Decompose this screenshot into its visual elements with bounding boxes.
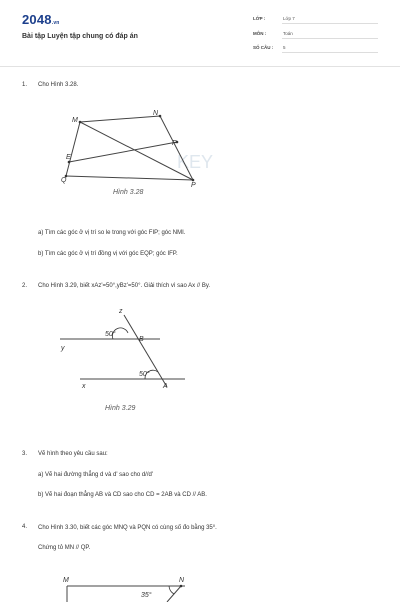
subject-underline	[282, 38, 378, 39]
question-4-text: Cho Hình 3.30, biết các góc MNQ và PQN có cùng số đo bằng 35⁰.	[38, 525, 217, 531]
question-1-text: Cho Hình 3.28.	[38, 82, 79, 88]
figure-3-28	[55, 108, 235, 198]
subject-value: Toán	[283, 31, 293, 36]
grade-underline	[282, 23, 378, 24]
question-3-text: Vẽ hình theo yêu cầu sau:	[38, 451, 108, 457]
point-m: M	[63, 577, 69, 584]
question-1-number: 1.	[22, 82, 28, 88]
question-2-number: 2.	[22, 283, 28, 289]
point-n: N	[179, 577, 185, 584]
label-y: y	[61, 345, 65, 352]
point-p: P	[191, 182, 196, 189]
question-1-part-b: b) Tìm các góc ở vị trí đồng vị với góc EQP; góc IFP.	[38, 251, 178, 257]
worksheet-header	[0, 0, 400, 67]
question-1-part-a: a) Tìm các góc ở vị trí so le trong với góc FIP; góc NMI.	[38, 230, 186, 236]
label-x: x	[82, 383, 86, 390]
angle-label: 35°	[141, 592, 152, 599]
figure-3-29	[55, 303, 215, 413]
question-3-number: 3.	[22, 451, 28, 457]
angle-bottom-label: 50°	[139, 371, 150, 378]
site-logo[interactable]: 2048.vn	[22, 12, 60, 27]
figure-3-30	[55, 572, 215, 602]
label-z: z	[119, 308, 123, 315]
question-3-part-a: a) Vẽ hai đường thẳng d và d' sao cho d//d'	[38, 472, 153, 478]
subject-label: MÔN :	[253, 31, 267, 36]
point-e: E	[66, 154, 71, 161]
point-a: A	[163, 383, 168, 390]
grade-value: Lớp 7	[283, 16, 295, 21]
angle-top-label: 50°	[105, 331, 116, 338]
point-b: B	[139, 336, 144, 343]
point-n: N	[153, 110, 159, 117]
question-4-conclusion: Chứng tỏ MN // QP.	[38, 545, 91, 551]
question-3-part-b: b) Vẽ hai đoạn thẳng AB và CD sao cho CD = 2AB và CD // AB.	[38, 492, 207, 498]
question-count-value: 5	[283, 45, 286, 50]
question-count-label: SỐ CÂU :	[253, 45, 274, 50]
point-f: F	[172, 140, 177, 147]
question-4-number: 4.	[22, 524, 28, 530]
worksheet-title: Bài tập Luyện tập chung có đáp án	[22, 33, 138, 40]
grade-label: LỚP :	[253, 16, 266, 21]
figure-3-29-caption: Hình 3.29	[105, 405, 136, 412]
point-m: M	[72, 117, 78, 124]
figure-3-28-caption: Hình 3.28	[113, 189, 144, 196]
watermark: KEY	[177, 152, 214, 172]
question-count-underline	[282, 52, 378, 53]
question-2-text: Cho Hình 3.29, biết xAz'=50°,yBz'=50°. Giải thích vì sao Ax // By.	[38, 283, 211, 289]
point-q: Q	[61, 177, 67, 184]
